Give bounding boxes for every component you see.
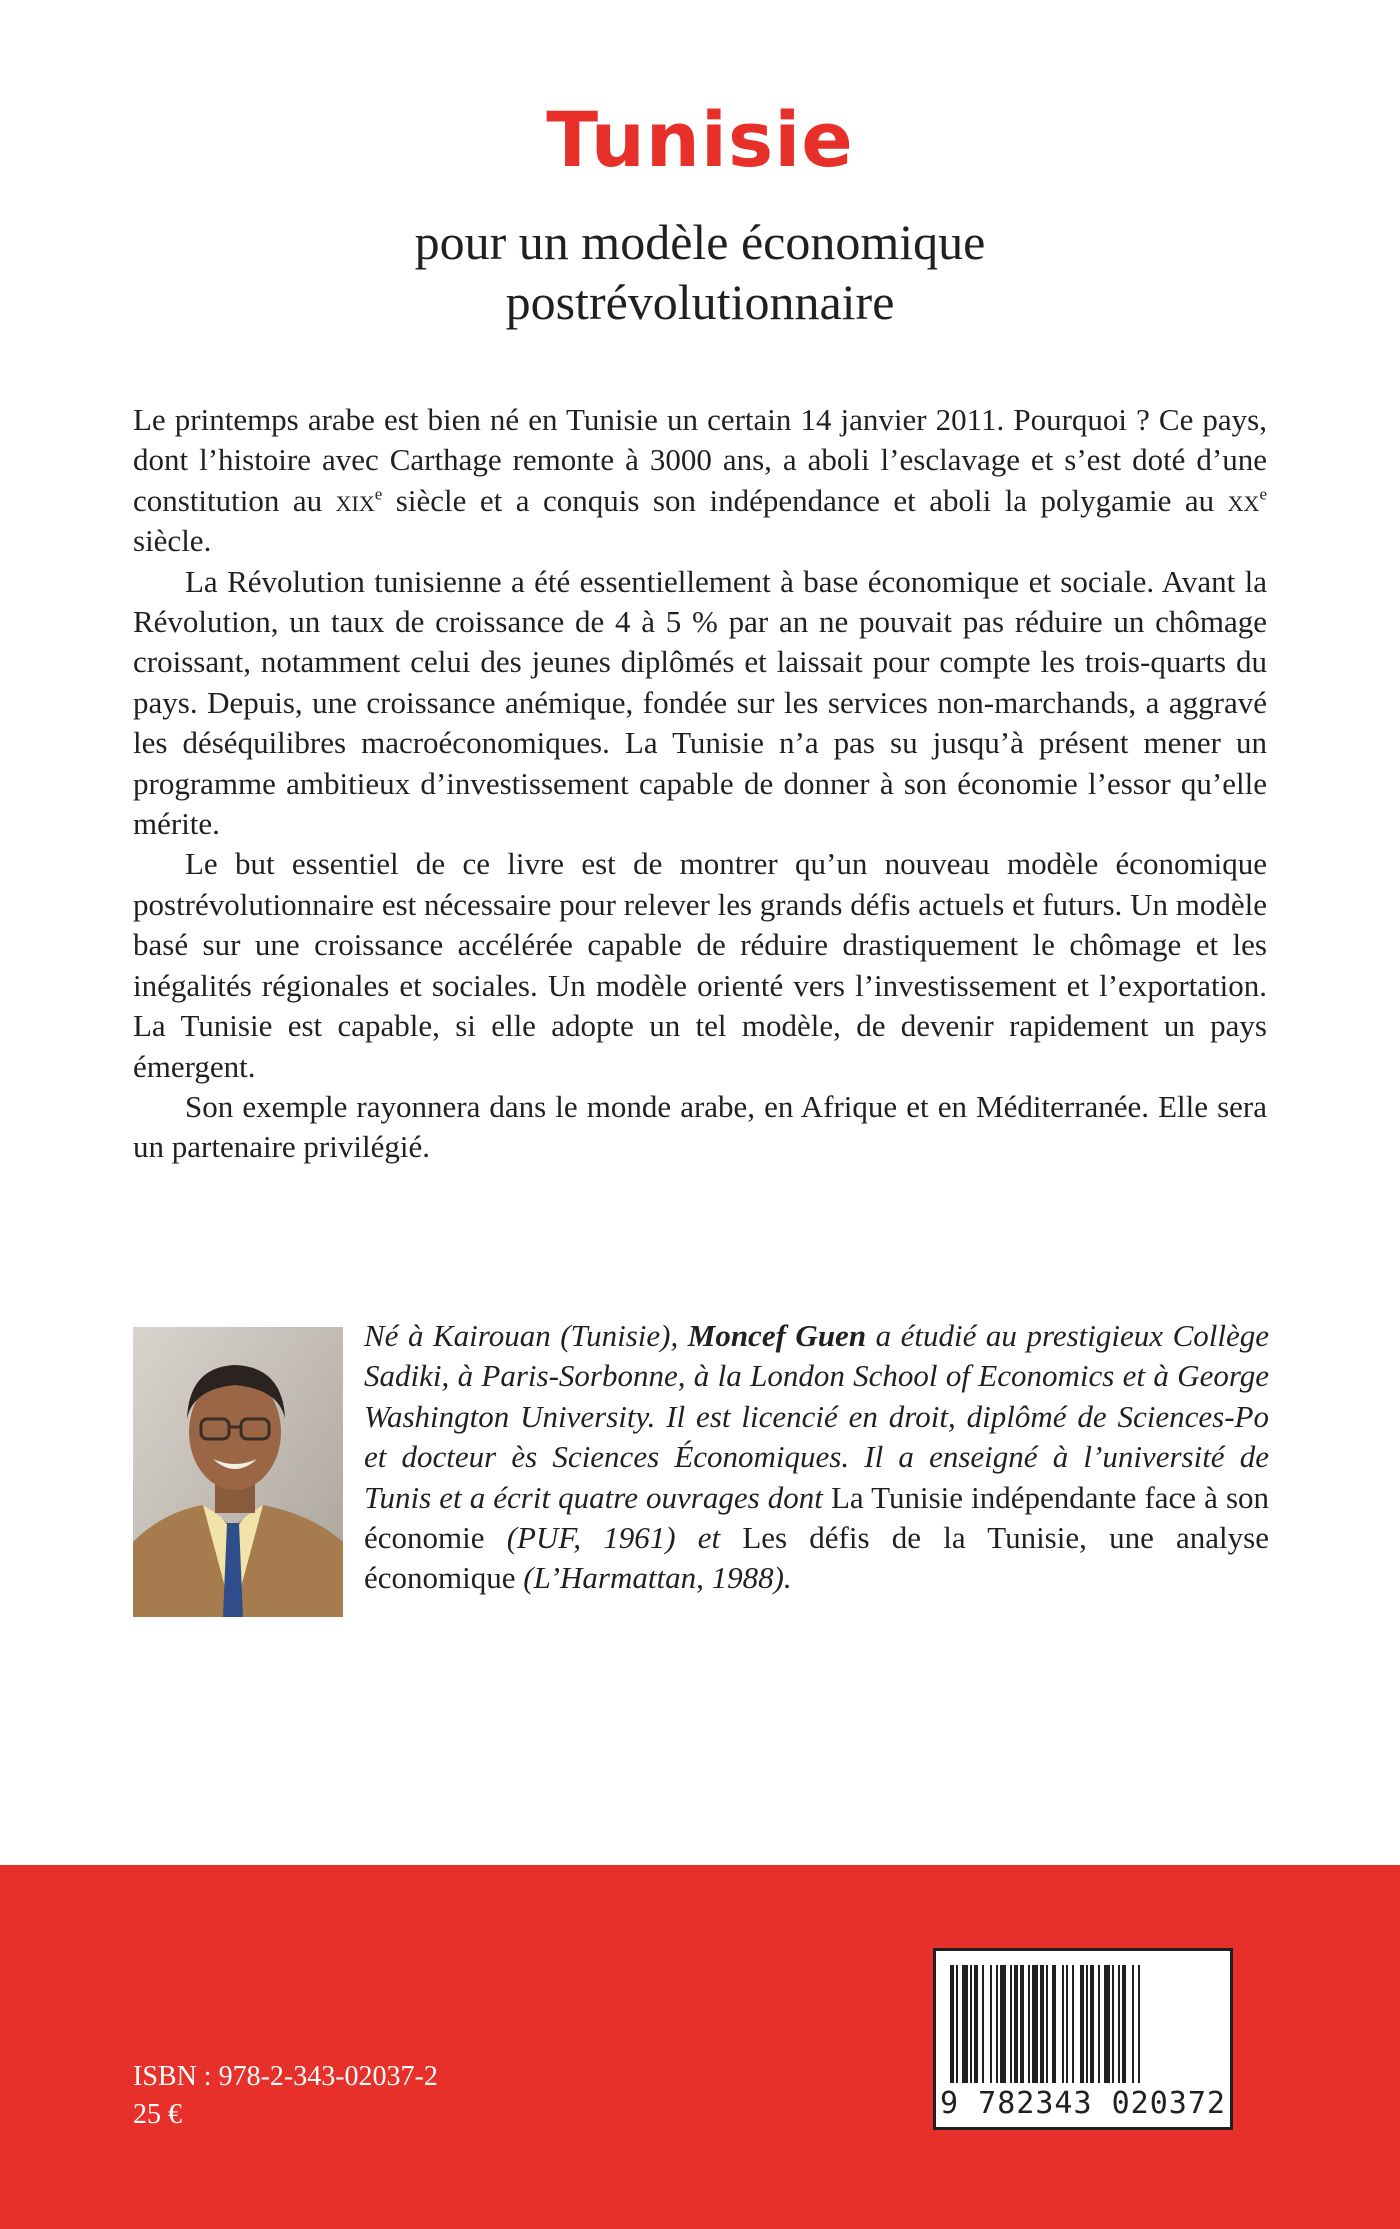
barcode-bar: [1138, 1965, 1140, 2083]
barcode-bar: [1066, 1965, 1068, 2083]
author-bio-text: Né à Kairouan (Tunisie), Moncef Guen a étudié au prestigieux Collège Sadiki, à Paris-Sorbonne, à la London School of Economics et à George Washington University. Il est licencié en droit, diplômé de Sciences-Po et docteur ès Sciences Économiques. Il a enseigné à l’université de Tunis et a écrit quatre ouvrages dont La Tunisie indépendante face à son économie (PUF, 1961) et Les défis de la Tunisie, une analyse économique (L’Harmattan, 1988).: [364, 1318, 1270, 1596]
barcode-bar: [1112, 1965, 1114, 2083]
blurb: [133, 400, 1267, 1168]
barcode-bar: [1098, 1965, 1100, 2083]
barcode-bar: [1072, 1965, 1074, 2083]
barcode-bar: [1032, 1965, 1038, 2083]
barcode-bar: [1040, 1965, 1044, 2083]
barcode-bar: [990, 1965, 992, 2083]
barcode-bar: [956, 1965, 958, 2083]
blurb-paragraph-3: Le but essentiel de ce livre est de montrer qu’un nouveau modèle économique postrévolutionnaire est nécessaire pour relever les grands défis actuels et futurs. Un modèle basé sur une croissance accélérée capable de réduire drastiquement le chômage et les inégalités régionales et sociales. Un modèle orienté vers l’investissement et l’exportation. La Tunisie est capable, si elle adopte un tel modèle, de devenir rapidement un pays émergent.: [133, 846, 1267, 1084]
barcode-bar: [1090, 1965, 1094, 2083]
book-title: Tunisie: [546, 95, 854, 184]
barcode-bar: [1010, 1965, 1012, 2083]
book-reference-2: Les défis de la Tunisie, une analyse économique: [364, 1520, 1269, 1596]
book-subtitle: [0, 212, 1400, 332]
barcode-bar: [1020, 1965, 1024, 2083]
barcode-bar: [1122, 1965, 1126, 2083]
blurb-paragraph-2: La Révolution tunisienne a été essentiellement à base économique et sociale. Avant la Révolution, un taux de croissance de 4 à 5 % par an ne pouvait pas réduire un chômage croissant, notamment celui des jeunes diplômés et laissait pour compte les trois-quarts du pays. Depuis, une croissance anémique, fondée sur les services non-marchands, a aggravé les déséquilibres macroéconomiques. La Tunisie n’a pas su jusqu’à présent mener un programme ambitieux d’investissement capable de donner à son économie l’essor qu’elle mérite.: [133, 563, 1267, 842]
barcode-bar: [974, 1965, 978, 2083]
subtitle-line-2: postrévolutionnaire: [505, 274, 895, 330]
author-photo: [133, 1327, 343, 1617]
barcode-bar: [1014, 1965, 1018, 2083]
subtitle-line-1: pour un modèle économique: [414, 214, 986, 270]
barcode-bar: [970, 1965, 972, 2083]
price: 25 €: [133, 2099, 182, 2130]
barcode-bar: [1104, 1965, 1110, 2083]
barcode-bar: [1028, 1965, 1030, 2083]
book-reference-1: La Tunisie indépendante face à son économie: [364, 1479, 1270, 1556]
blurb-paragraph-1: Le printemps arabe est bien né en Tunisie un certain 14 janvier 2011. Pourquoi ? Ce pays, dont l’histoire avec Carthage remonte à 3000 ans, a aboli l’esclavage et s’est doté d’une constitution au xix$^e$ siècle et a conquis son indépendance et aboli la polygamie au $xx^e$ siècle.: [133, 402, 1268, 559]
barcode-bar: [1080, 1965, 1084, 2083]
barcode-bar: [1118, 1965, 1120, 2083]
barcode-bar: [1062, 1965, 1064, 2083]
isbn-block: [133, 2058, 438, 2134]
barcode-bar: [1132, 1965, 1134, 2083]
author-bio: [364, 1316, 1269, 1599]
barcode-bar: [950, 1965, 954, 2083]
barcode-bar: [1000, 1965, 1006, 2083]
barcode-bar: [1052, 1965, 1056, 2083]
barcode-digits: 9 782343 020372: [940, 2086, 1226, 2121]
barcode-bar: [996, 1965, 998, 2083]
isbn-number: ISBN : 978-2-343-02037-2: [133, 2061, 438, 2092]
author-name: Moncef Guen: [687, 1318, 867, 1353]
barcode-bar: [1046, 1965, 1048, 2083]
blurb-paragraph-4: Son exemple rayonnera dans le monde arabe, en Afrique et en Méditerranée. Elle sera un partenaire privilégié.: [133, 1088, 1267, 1165]
barcode-bar: [962, 1965, 968, 2083]
barcode-bar: [982, 1965, 984, 2083]
barcode-bar: [1086, 1965, 1088, 2083]
